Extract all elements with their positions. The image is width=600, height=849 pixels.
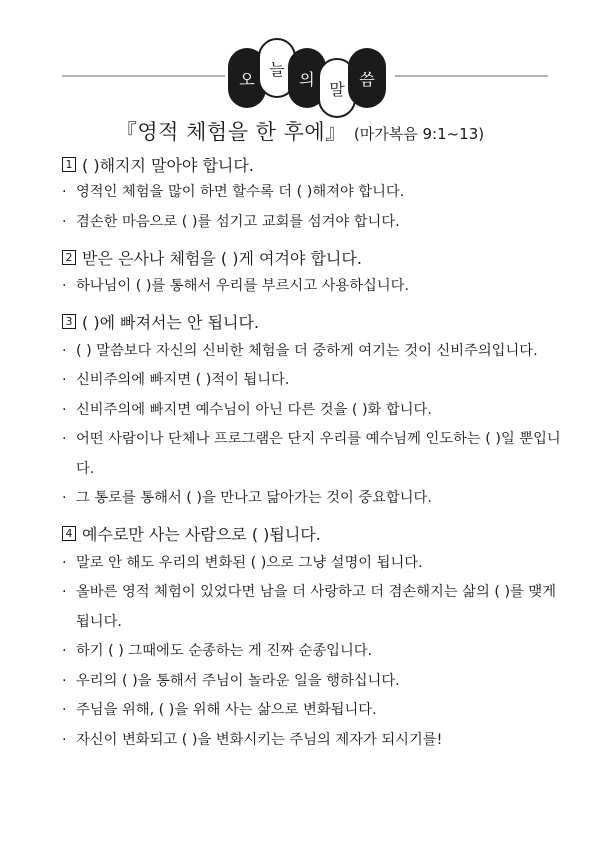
list-item: · 우리의 ( )을 통해서 주님이 놀라운 일을 행하십니다.: [62, 667, 562, 697]
header-banner: [0, 0, 600, 110]
section-heading-1: [62, 150, 562, 178]
scripture-reference: (마가복음 9:1~13): [353, 125, 485, 143]
list-item: · 하나님이 ( )를 통해서 우리를 부르시고 사용하십니다.: [62, 272, 562, 302]
heading-text: 예수로만 사는 사람으로 ( )됩니다.: [82, 525, 321, 544]
section-heading-2: [62, 242, 562, 272]
banner-badge-2: 늘: [258, 38, 296, 98]
banner-badge-4: 말: [318, 58, 356, 118]
banner-badge-3: 의: [288, 48, 326, 108]
list-item: · 어떤 사람이나 단체나 프로그램은 단지 우리를 예수님께 인도하는 ( )일 뿐입니다.: [62, 425, 562, 484]
outline: [62, 150, 562, 755]
title-main: 『영적 체험을 한 후에』: [115, 120, 347, 144]
sermon-title: [0, 116, 600, 146]
list-item: · 말로 안 해도 우리의 변화된 ( )으로 그냥 설명이 됩니다.: [62, 549, 562, 579]
section-number: 2: [62, 250, 76, 265]
list-item: · 올바른 영적 체험이 있었다면 남을 더 사랑하고 더 겸손해지는 삶의 ( )를 맺게 됩니다.: [62, 578, 562, 637]
list-item: · 겸손한 마음으로 ( )를 섬기고 교회를 섬겨야 합니다.: [62, 208, 562, 238]
section-heading-4: [62, 519, 562, 549]
list-item: · 영적인 체험을 많이 하면 할수록 더 ( )해져야 합니다.: [62, 178, 562, 208]
heading-text: ( )해지지 말아야 합니다.: [82, 155, 254, 175]
list-item: · ( ) 말씀보다 자신의 신비한 체험을 더 중하게 여기는 것이 신비주의입니다.: [62, 337, 562, 367]
section-number: 3: [62, 314, 76, 329]
list-item: · 하기 ( ) 그때에도 순종하는 게 진짜 순종입니다.: [62, 637, 562, 667]
banner-badge-5: 씀: [348, 48, 386, 108]
list-item: · 자신이 변화되고 ( )을 변화시키는 주님의 제자가 되시기를!: [62, 726, 562, 756]
list-item: · 신비주의에 빠지면 예수님이 아닌 다른 것을 ( )화 합니다.: [62, 396, 562, 426]
list-item: · 그 통로를 통해서 ( )을 만나고 닮아가는 것이 중요합니다.: [62, 484, 562, 514]
banner-badge-1: 오: [228, 48, 266, 108]
list-item: · 주님을 위해, ( )을 위해 사는 삶으로 변화됩니다.: [62, 696, 562, 726]
list-item: · 신비주의에 빠지면 ( )적이 됩니다.: [62, 366, 562, 396]
heading-text: ( )에 빠져서는 안 됩니다.: [82, 313, 260, 332]
heading-text: 받은 은사나 체험을 ( )게 여겨야 합니다.: [82, 248, 362, 268]
section-number: 1: [62, 157, 76, 172]
section-number: 4: [62, 526, 76, 541]
section-heading-3: [62, 307, 562, 337]
